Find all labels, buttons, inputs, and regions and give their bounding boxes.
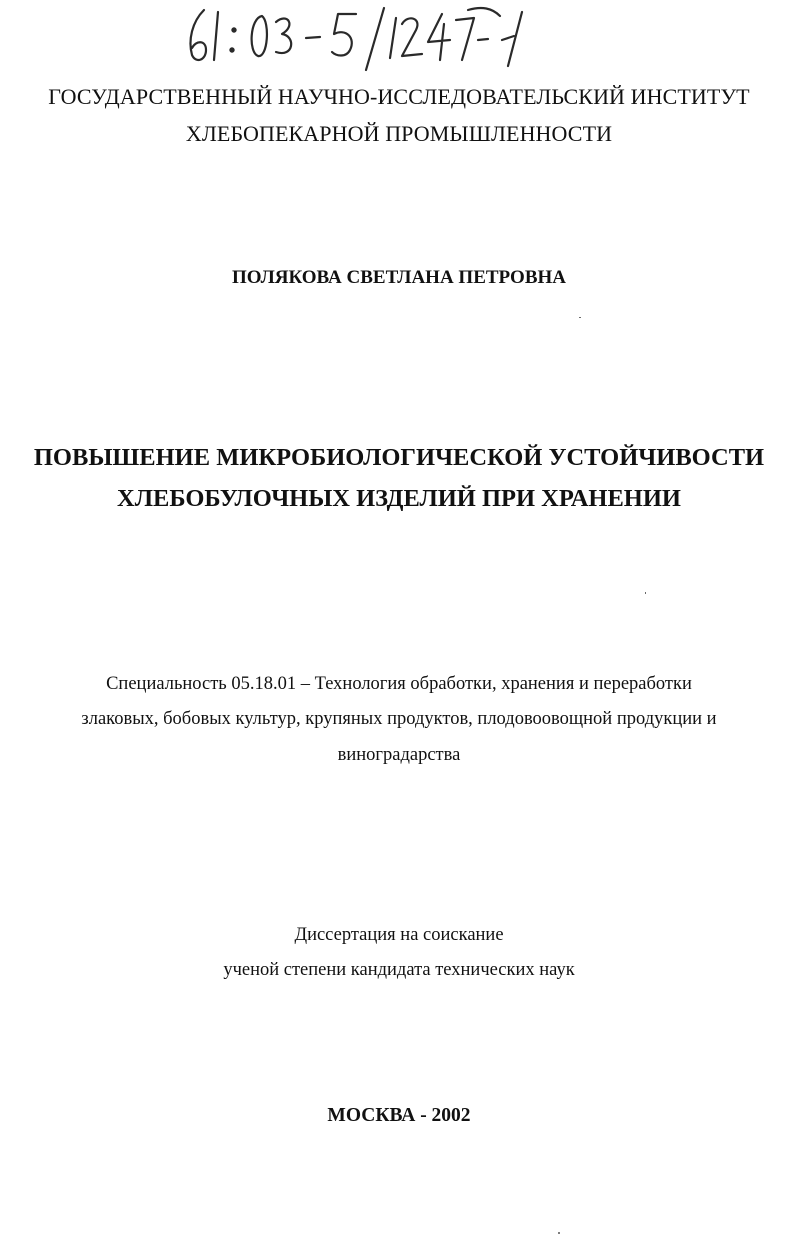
institute-name-line1: ГОСУДАРСТВЕННЫЙ НАУЧНО-ИССЛЕДОВАТЕЛЬСКИЙ ИНСТИТУТ bbox=[48, 84, 750, 109]
city-year: МОСКВА - 2002 bbox=[327, 1105, 471, 1126]
degree-line1: Диссертация на соискание bbox=[294, 925, 504, 945]
degree-line2: ученой степени кандидата технических наук bbox=[223, 960, 575, 980]
specialty-line1: Специальность 05.18.01 – Технология обработки, хранения и переработки bbox=[106, 674, 692, 694]
specialty-line3: виноградарства bbox=[337, 745, 461, 765]
author-name: ПОЛЯКОВА СВЕТЛАНА ПЕТРОВНА bbox=[231, 267, 566, 288]
institute-name-line2: ХЛЕБОПЕКАРНОЙ ПРОМЫШЛЕННОСТИ bbox=[185, 121, 613, 146]
scan-speck bbox=[579, 317, 581, 318]
scan-speck bbox=[558, 1232, 560, 1234]
specialty-line2: злаковых, бобовых культур, крупяных продуктов, плодовоовощной продукции и bbox=[81, 709, 717, 729]
dissertation-title-line2: ХЛЕБОБУЛОЧНЫХ ИЗДЕЛИЙ ПРИ ХРАНЕНИИ bbox=[117, 485, 681, 512]
dissertation-title-line1: ПОВЫШЕНИЕ МИКРОБИОЛОГИЧЕСКОЙ УСТОЙЧИВОСТИ bbox=[33, 444, 765, 471]
scan-speck bbox=[645, 592, 646, 594]
handwritten-archive-mark bbox=[170, 0, 550, 80]
